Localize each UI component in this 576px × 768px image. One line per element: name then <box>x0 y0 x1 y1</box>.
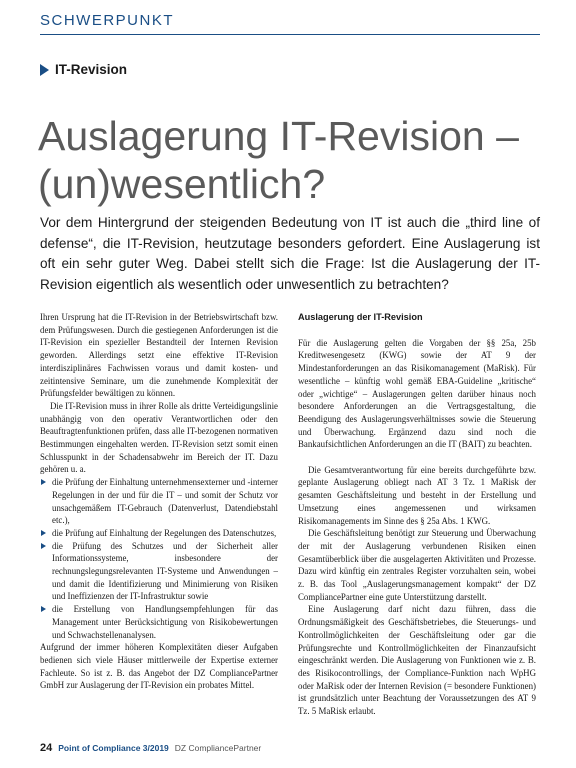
page-number: 24 <box>40 742 53 754</box>
kicker <box>40 62 127 77</box>
list-item <box>40 603 278 641</box>
title-line-1: Auslagerung IT-Revision – <box>38 113 519 159</box>
body-paragraph: Die IT-Revision muss in ihrer Rolle als dritte Verteidigungslinie unabhängig von den operativ Verantwortlichen oder den Beauftragtenfunktionen prüfen, dass alle IT-bezogenen normativen Bestimmungen eingehalten werden. IT-Revision setzt somit einen Schlusspunkt in der Schadensabwehr im Bereich der IT. Dazu gehören u. a. <box>40 400 278 475</box>
publisher-name: DZ CompliancePartner <box>174 743 262 753</box>
list-item <box>40 527 278 540</box>
lead-paragraph: Vor dem Hintergrund der steigenden Bedeutung von IT ist auch die „third line of defense“, die IT-Revision, heutzutage besonders gefordert. Eine Auslagerung ist oft ein sehr guter Weg. Dabei stellt sich die Frage: Ist die Auslagerung der IT-Revision eigentlich als wesentlich oder unwesentlich zu betrachten? <box>40 215 540 292</box>
list-item-text: die Prüfung des Schutzes und der Sicherheit aller Informationssysteme, insbesondere der rechnungslegungsrelevanten IT-Systeme und Anwendungen – und damit die Identifizierung und Minimierung von Risiken und Ineffizienzen der IT-Infrastruktur sowie <box>52 540 278 602</box>
list-item-text: die Erstellung von Handlungsempfehlungen für das Management unter Berücksichtigung von Risikobewertungen und Schwachstellenanalysen. <box>52 604 278 640</box>
body-paragraph: Aufgrund der immer höheren Komplexitäten dieser Aufgaben bedienen sich viele Häuser mittlerweile der Expertise externer Fachleute. So ist z. B. das Angebot der DZ CompliancePartner GmbH zur Auslagerung der IT-Revision ein probates Mittel. <box>40 642 278 691</box>
triangle-icon <box>40 64 49 76</box>
right-column <box>298 311 536 718</box>
kicker-label: IT-Revision <box>55 62 128 77</box>
bullet-list <box>40 476 278 641</box>
bullet-icon <box>41 543 46 549</box>
section-heading: Auslagerung der IT-Revision <box>298 312 423 322</box>
header-divider <box>40 34 540 35</box>
body-paragraph: Die Geschäftsleitung benötigt zur Steuerung und Überwachung der mit der Auslagerung verbundenen Risiken einen Gesamtüberblick über die ausgelagerten Aktivitäten und Prozesse. Dazu wird künftig ein zentrales Register vorzuhalten sein, wobei z. B. das Tool „Auslagerungsmanagement kompakt“ der DZ CompliancePartner eine gute Unterstützung darstellt. <box>298 528 536 602</box>
body-paragraph: Die Gesamtverantwortung für eine bereits durchgeführte bzw. geplante Auslagerung obliegt nach AT 3 Tz. 1 MaRisk der gesamten Geschäftsleitung und besteht in der Erstellung und Umsetzung eines angemessenen und wirksamen Risikomanagements im Sinne des § 25a Abs. 1 KWG. <box>298 464 536 526</box>
section-label: SCHWERPUNKT <box>40 12 175 29</box>
body-paragraph: Ihren Ursprung hat die IT-Revision in der Betriebswirtschaft bzw. dem Prüfungswesen. Durch die gestiegenen Anforderungen ist die IT-Revision ein spezieller Bestandteil der Internen Revision geworden. Allerdings setzt eine effektive IT-Revision interdisziplinäres Fachwissen voraus und damit kosten- und zeitintensive Seminare, um die zunehmende Komplexität der Prüfungsfelder bewältigen zu können. <box>40 312 278 399</box>
article-title <box>38 112 538 208</box>
bullet-icon <box>41 530 46 536</box>
list-item <box>40 540 278 604</box>
list-item <box>40 476 278 527</box>
body-paragraph: Für die Auslagerung gelten die Vorgaben der §§ 25a, 25b Kreditwesengesetz (KWG) sowie der AT 9 der Mindestanforderungen an das Risikomanagement (MaRisk). Für wesentliche – künftig wohl gemäß EBA-Guideline „kritische“ oder „wichtige“ – Auslagerungen gelten darüber hinaus noch besondere Anforderungen an die Vertragsgestaltung, die Beendigung des Auslagerungsverhältnisses sowie die Steuerung und Überwachung. Ergänzend dazu sind noch die Bankaufsichtlichen Anforderungen an die IT (BAIT) zu beachten. <box>298 337 536 450</box>
body-paragraph: Eine Auslagerung darf nicht dazu führen, dass die Ordnungsmäßigkeit des Geschäftsbetriebes, die Steuerungs- und Kontrollmöglichkeiten der Geschäftsleitung oder gar die Prüfungsrechte und Kontrollmöglichkeiten der Finanzaufsicht eingeschränkt werden. Die Auslagerung von Funktionen wie z. B. des Risikocontrollings, der Compliance-Funktion nach WpHG oder MaRisk oder der Internen Revision (= besondere Funktionen) ist grundsätzlich unter Beachtung der Voraussetzungen des AT 9 Tz. 5 MaRisk erlaubt. <box>298 604 536 717</box>
list-item-text: die Prüfung auf Einhaltung der Regelungen des Datenschutzes, <box>52 527 277 538</box>
title-line-2: (un)wesentlich? <box>38 161 326 207</box>
left-column <box>40 311 278 692</box>
bullet-icon <box>41 479 46 485</box>
page-footer <box>40 742 261 754</box>
list-item-text: die Prüfung der Einhaltung unternehmensexterner und -interner Regelungen in der und für die IT – und somit der Schutz vor unsachgemäßem IT-Gebrauch (Datenverlust, Datendiebstahl etc.), <box>52 477 278 526</box>
bullet-icon <box>41 606 46 612</box>
magazine-title: Point of Compliance 3/2019 <box>58 743 169 753</box>
